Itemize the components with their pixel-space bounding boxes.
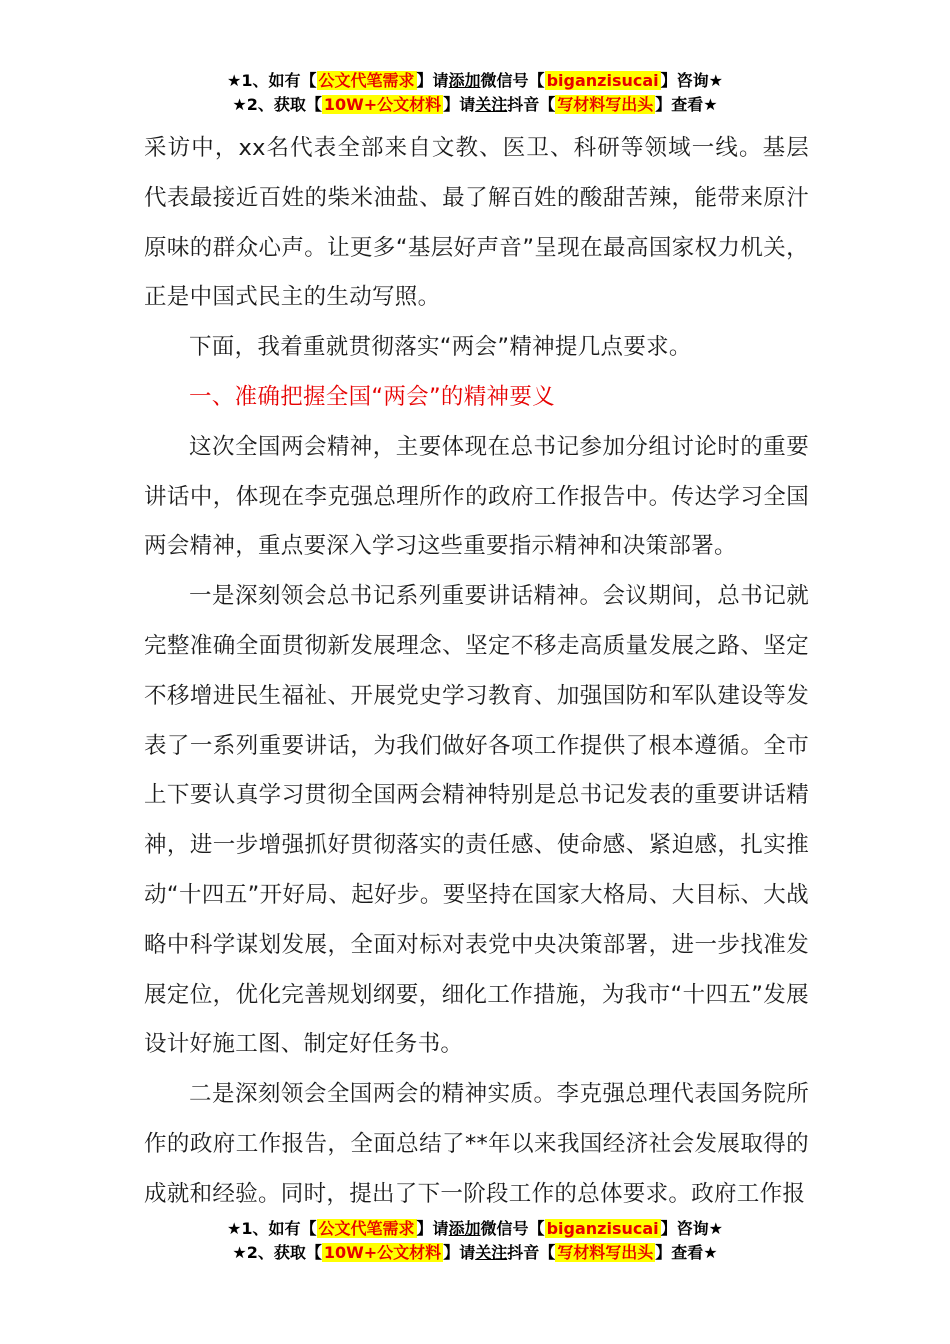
banner-highlight: 公文代笔需求 bbox=[318, 1219, 415, 1238]
banner-highlight: 10W+公文材料 bbox=[323, 95, 442, 114]
banner-text: 】咨询★ bbox=[660, 1219, 723, 1238]
banner-text: 】查看★ bbox=[655, 95, 718, 114]
section-heading: 一、准确把握全国“两会”的精神要义 bbox=[189, 383, 555, 410]
banner-line-2 bbox=[0, 94, 950, 118]
paragraph: 采访中，xx名代表全部来自文教、医卫、科研等领域一线。基层代表最接近百姓的柴米油盐、最了解百姓的酸甜苦辣，能带来原汁原味的群众心声。让更多“基层好声音”呈现在最高国家权力机关，正是中国式民主的生动写照。 bbox=[144, 135, 809, 311]
banner-wechat-id: biganzisucai bbox=[546, 71, 659, 90]
header-banner bbox=[0, 70, 950, 118]
banner-text: 】咨询★ bbox=[660, 71, 723, 90]
paragraph: 这次全国两会精神，主要体现在总书记参加分组讨论时的重要讲话中，体现在李克强总理所作的政府工作报告中。传达学习全国两会精神，重点要深入学习这些重要指示精神和决策部署。 bbox=[144, 433, 809, 560]
banner-wechat-id: biganzisucai bbox=[546, 1219, 659, 1238]
banner-emphasis: 关注 bbox=[475, 95, 508, 114]
banner-emphasis: 添加 bbox=[448, 1219, 481, 1238]
banner-line-1 bbox=[0, 70, 950, 94]
banner-line-1 bbox=[0, 1218, 950, 1242]
paragraph: 下面，我着重就贯彻落实“两会”精神提几点要求。 bbox=[189, 334, 692, 361]
banner-douyin-id: 写材料写出头 bbox=[557, 95, 654, 114]
banner-text: 】查看★ bbox=[655, 1243, 718, 1262]
banner-highlight: 公文代笔需求 bbox=[318, 71, 415, 90]
banner-text: 】请 bbox=[416, 1219, 449, 1238]
footer-banner bbox=[0, 1218, 950, 1266]
banner-text: ★2、获取【 bbox=[232, 95, 322, 114]
banner-text: 抖音【 bbox=[507, 1243, 556, 1262]
banner-text: ★2、获取【 bbox=[232, 1243, 322, 1262]
banner-douyin-id: 写材料写出头 bbox=[557, 1243, 654, 1262]
banner-text: 】请 bbox=[416, 71, 449, 90]
document-body bbox=[144, 124, 809, 1220]
banner-line-2 bbox=[0, 1242, 950, 1266]
banner-text: ★1、如有【 bbox=[227, 1219, 317, 1238]
banner-text: 微信号【 bbox=[480, 1219, 545, 1238]
paragraph: 一是深刻领会总书记系列重要讲话精神。会议期间，总书记就完整准确全面贯彻新发展理念、坚定不移走高质量发展之路、坚定不移增进民生福祉、开展党史学习教育、加强国防和军队建设等发表了一系列重要讲话，为我们做好各项工作提供了根本遵循。全市上下要认真学习贯彻全国两会精神特别是总书记发表的重要讲话精神，进一步增强抓好贯彻落实的责任感、使命感、紧迫感，扎实推动“十四五”开好局、起好步。要坚持在国家大格局、大目标、大战略中科学谋划发展，全面对标对表党中央决策部署，进一步找准发展定位，优化完善规划纲要，细化工作措施，为我市“十四五”发展设计好施工图、制定好任务书。 bbox=[144, 583, 809, 1058]
banner-emphasis: 添加 bbox=[448, 71, 481, 90]
banner-text: 抖音【 bbox=[507, 95, 556, 114]
paragraph: 二是深刻领会全国两会的精神实质。李克强总理代表国务院所作的政府工作报告，全面总结了**年以来我国经济社会发展取得的成就和经验。同时，提出了下一阶段工作的总体要求。政府工作报 bbox=[144, 1081, 809, 1207]
banner-emphasis: 关注 bbox=[475, 1243, 508, 1262]
banner-highlight: 10W+公文材料 bbox=[323, 1243, 442, 1262]
banner-text: ★1、如有【 bbox=[227, 71, 317, 90]
banner-text: 】请 bbox=[443, 95, 476, 114]
banner-text: 微信号【 bbox=[480, 71, 545, 90]
banner-text: 】请 bbox=[443, 1243, 476, 1262]
